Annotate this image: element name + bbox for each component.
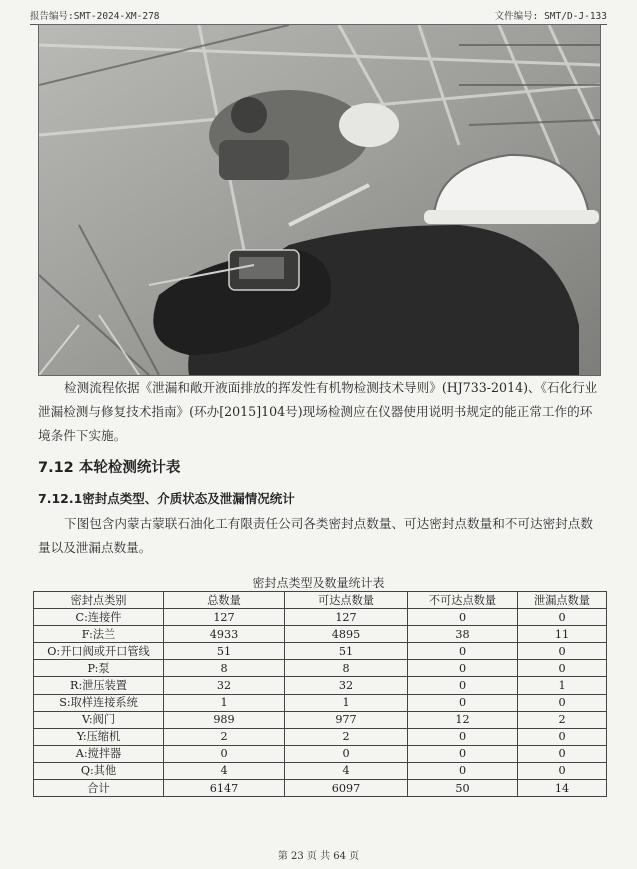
- cell-total: 4933: [164, 626, 285, 643]
- header-inaccessible: 不可达点数量: [408, 592, 518, 609]
- table-row: [34, 609, 607, 626]
- table-row: [34, 728, 607, 745]
- cell-inaccessible: 0: [408, 694, 518, 711]
- cell-accessible: 2: [285, 728, 408, 745]
- header-total: 总数量: [164, 592, 285, 609]
- cell-accessible: 127: [285, 609, 408, 626]
- table-row: [34, 626, 607, 643]
- cell-seal-type: O:开口阀或开口管线: [34, 643, 164, 660]
- table-row: [34, 660, 607, 677]
- cell-inaccessible: 0: [408, 660, 518, 677]
- cell-total: 1: [164, 694, 285, 711]
- cell-inaccessible: 0: [408, 745, 518, 762]
- cell-leak: 11: [518, 626, 607, 643]
- cell-seal-type: C:连接件: [34, 609, 164, 626]
- cell-inaccessible: 38: [408, 626, 518, 643]
- cell-leak: 1: [518, 677, 607, 694]
- cell-inaccessible: 12: [408, 711, 518, 728]
- cell-leak: 0: [518, 762, 607, 779]
- table-row: [34, 677, 607, 694]
- cell-leak: 0: [518, 745, 607, 762]
- cell-seal-type: S:取样连接系统: [34, 694, 164, 711]
- cell-total: 2: [164, 728, 285, 745]
- intro-paragraph: 检测流程依据《泄漏和敞开液面排放的挥发性有机物检测技术导则》(HJ733-2014)、《石化行业泄漏检测与修复技术指南》(环办[2015]104号)现场检测应在仪器使用说明书规定的能正常工作的环境条件下实施。: [38, 380, 598, 443]
- cell-leak: 0: [518, 660, 607, 677]
- cell-seal-type: V:阀门: [34, 711, 164, 728]
- cell-inaccessible: 0: [408, 762, 518, 779]
- cell-accessible: 8: [285, 660, 408, 677]
- cell-accessible: 51: [285, 643, 408, 660]
- cell-leak: 14: [518, 780, 607, 797]
- table-total-row: [34, 780, 607, 797]
- cell-accessible: 4895: [285, 626, 408, 643]
- cell-inaccessible: 0: [408, 728, 518, 745]
- page-header: [30, 8, 607, 25]
- cell-leak: 2: [518, 711, 607, 728]
- table-row: [34, 711, 607, 728]
- cell-total: 0: [164, 745, 285, 762]
- table-row: [34, 762, 607, 779]
- cell-total: 989: [164, 711, 285, 728]
- seal-point-stats-table: [33, 591, 607, 797]
- cell-inaccessible: 0: [408, 609, 518, 626]
- page-number: 第 23 页 共 64 页: [277, 851, 360, 862]
- cell-accessible: 0: [285, 745, 408, 762]
- cell-seal-type: Y:压缩机: [34, 728, 164, 745]
- section-paragraph: 下图包含内蒙古蒙联石油化工有限责任公司各类密封点数量、可达密封点数量和不可达密封点数量以及泄漏点数量。: [38, 516, 593, 555]
- header-seal-type: 密封点类别: [34, 592, 164, 609]
- cell-accessible: 1: [285, 694, 408, 711]
- cell-seal-type: P:泵: [34, 660, 164, 677]
- photo-illustration: [39, 25, 600, 375]
- cell-accessible: 32: [285, 677, 408, 694]
- table-header-row: [34, 592, 607, 609]
- header-accessible: 可达点数量: [285, 592, 408, 609]
- header-leak: 泄漏点数量: [518, 592, 607, 609]
- file-number: 文件编号: SMT/D-J-133: [494, 11, 607, 22]
- cell-accessible: 6097: [285, 780, 408, 797]
- table-row: [34, 694, 607, 711]
- cell-leak: 0: [518, 643, 607, 660]
- cell-accessible: 977: [285, 711, 408, 728]
- table-row: [34, 643, 607, 660]
- cell-seal-type: A:搅拌器: [34, 745, 164, 762]
- cell-inaccessible: 0: [408, 643, 518, 660]
- cell-seal-type: Q:其他: [34, 762, 164, 779]
- table-caption: 密封点类型及数量统计表: [252, 576, 385, 590]
- cell-inaccessible: 0: [408, 677, 518, 694]
- cell-total: 4: [164, 762, 285, 779]
- cell-inaccessible: 50: [408, 780, 518, 797]
- cell-total: 127: [164, 609, 285, 626]
- subsection-title: 7.12.1密封点类型、介质状态及泄漏情况统计: [38, 491, 295, 506]
- cell-seal-type: 合计: [34, 780, 164, 797]
- field-inspection-photo: [38, 24, 601, 376]
- report-number: 报告编号:SMT-2024-XM-278: [30, 11, 160, 22]
- cell-total: 32: [164, 677, 285, 694]
- cell-accessible: 4: [285, 762, 408, 779]
- cell-total: 51: [164, 643, 285, 660]
- cell-seal-type: R:泄压装置: [34, 677, 164, 694]
- cell-seal-type: F:法兰: [34, 626, 164, 643]
- cell-total: 8: [164, 660, 285, 677]
- cell-total: 6147: [164, 780, 285, 797]
- cell-leak: 0: [518, 694, 607, 711]
- cell-leak: 0: [518, 609, 607, 626]
- cell-leak: 0: [518, 728, 607, 745]
- table-row: [34, 745, 607, 762]
- section-title: 7.12 本轮检测统计表: [38, 460, 181, 476]
